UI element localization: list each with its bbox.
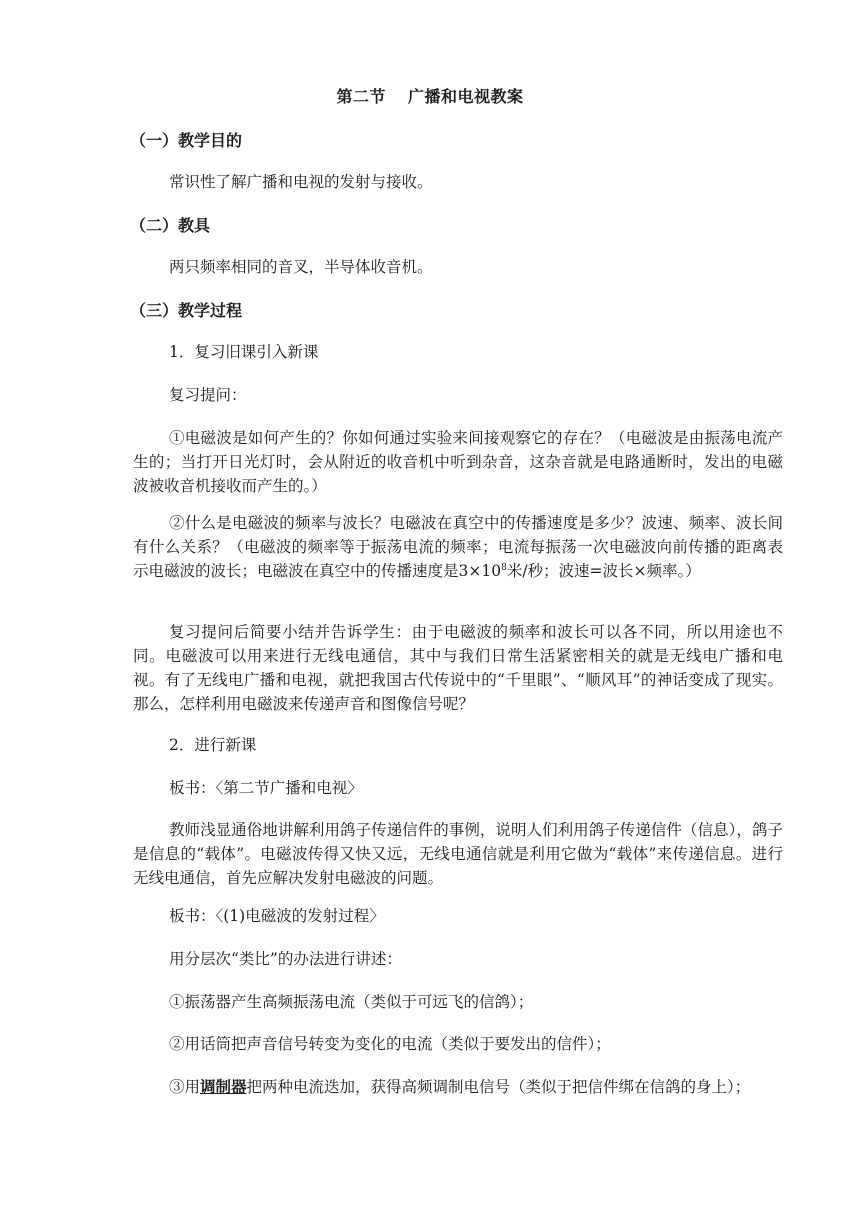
heading-process: （三）教学过程	[130, 301, 243, 320]
list-item-1: ①振荡器产生高频振荡电流（类似于可远飞的信鸽）；	[169, 993, 534, 1011]
equipment-text: 两只频率相同的音叉，半导体收音机。	[169, 258, 433, 276]
question-2-text-end: 米/秒；波速=波长×频率。）	[506, 562, 701, 580]
review-label: 复习提问：	[169, 386, 247, 404]
analogy-intro: 用分层次“类比”的办法进行讲述：	[169, 950, 402, 968]
modulator-keyword: 调制器	[200, 1077, 247, 1096]
title-section-number: 第二节	[336, 87, 386, 106]
step-2-heading: 2．进行新课	[169, 736, 257, 754]
review-summary: 复习提问后简要小结并告诉学生：由于电磁波的频率和波长可以各不同，所以用途也不同。电磁波可以用来进行无线电通信，其中与我们日常生活紧密相关的就是无线电广播和电视。有了无线电广播和电视，就把我国古代传说中的“千里眼”、“顺风耳”的神话变成了现实。那么，怎样利用电磁波来传递声音和图像信号呢？	[133, 623, 783, 713]
heading-equipment: （二）教具	[130, 216, 211, 235]
question-2-text: ②什么是电磁波的频率与波长？电磁波在真空中的传播速度是多少？波速、频率、波长间有什么关系？（电磁波的频率等于振荡电流的频率；电流每振荡一次电磁波向前传播的距离表示电磁波的波长；电磁波在真空中的传播速度是3×10	[133, 514, 783, 580]
list-item-3	[133, 1075, 783, 1099]
objectives-text: 常识性了解广播和电视的发射与接收。	[169, 173, 433, 191]
question-2-exponent: 8	[501, 562, 507, 573]
list-item-3-start: ③用	[169, 1078, 201, 1096]
title-text: 广播和电视教案	[408, 87, 524, 106]
board-note-1: 板书：〈第二节广播和电视〉	[169, 779, 363, 797]
list-item-3-text: 把两种电流迭加，获得高频调制电信号（类似于把信件绑在信鸽的身上）；	[246, 1078, 751, 1096]
board-note-2: 板书：〈(1)电磁波的发射过程〉	[169, 907, 385, 925]
step-1-heading: 1．复习旧课引入新课	[169, 343, 319, 361]
list-item-2: ②用话筒把声音信号转变为变化的电流（类似于要发出的信件）；	[169, 1035, 611, 1053]
question-1: ①电磁波是如何产生的？你如何通过实验来间接观察它的存在？（电磁波是由振荡电流产生的；当打开日光灯时，会从附近的收音机中听到杂音，这杂音就是电路通断时，发出的电磁波被收音机接收而产生的。）	[133, 429, 783, 495]
teacher-explanation: 教师浅显通俗地讲解利用鸽子传递信件的事例，说明人们利用鸽子传递信件（信息），鸽子是信息的“载体”。电磁波传得又快又远，无线电通信就是利用它做为“载体”来传递信息。进行无线电通信，首先应解决发射电磁波的问题。	[133, 821, 783, 887]
heading-objectives: （一）教学目的	[130, 131, 243, 150]
document-title	[0, 84, 860, 107]
question-2	[133, 511, 783, 583]
